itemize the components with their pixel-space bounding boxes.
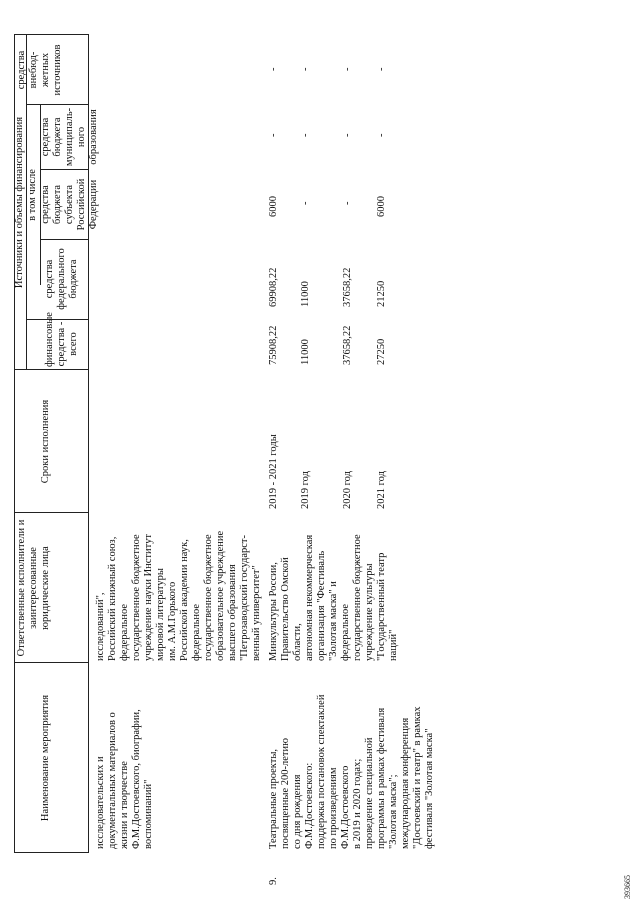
row-9-executors: Минкультуры России, Правительство Омской области, автономная некоммерческая организация "Фестиваль "Золотая маска" и федеральное государственное бюджетное учреждение культуры "Государственный театр наций": [268, 534, 399, 661]
row-9-number: 9.: [268, 877, 279, 885]
col-border-5: [40, 239, 89, 240]
row-9-subject-0: 6000: [268, 196, 279, 217]
col-border-1: [14, 662, 89, 663]
row-9-federal-1: 11000: [300, 281, 311, 307]
row-9-term-3: 2021 год: [376, 471, 387, 509]
row-9-federal-3: 21250: [376, 280, 387, 307]
row-9-total-0: 75908,22: [268, 325, 279, 365]
header-extrabudget: средства внебюд-жетных источников: [16, 44, 63, 96]
row-9-term-0: 2019 - 2021 годы: [268, 434, 279, 509]
row-9-subject-2: -: [342, 201, 353, 205]
row-9-federal-2: 37658,22: [342, 267, 353, 307]
header-name: Наименование мероприятия: [40, 694, 51, 822]
row-9-total-3: 27250: [376, 338, 387, 365]
row-9-term-2: 2020 год: [342, 471, 353, 509]
col-border-8: [14, 34, 89, 35]
header-municipal: средства бюджета муниципаль-ного образования: [40, 107, 99, 167]
row-9-extra-0: -: [268, 67, 279, 71]
col-border-2: [14, 512, 89, 513]
header-executors: Ответственные исполнители и заинтересованные юридические лица: [16, 519, 51, 657]
row-9-subject-1: -: [300, 201, 311, 205]
row-9-total-1: 11000: [300, 339, 311, 365]
row-9-total-2: 37658,22: [342, 325, 353, 365]
row-9-term-1: 2019 год: [300, 471, 311, 509]
row-9-subject-3: 6000: [376, 196, 387, 217]
row-9-municipal-1: -: [300, 133, 311, 137]
row-9-name: Театральные проекты, посвященные 200-летию со дня рождения Ф.М.Достоевского: поддержка постановок спектаклей по произведениям Ф.М.Достоевского в 2019 и 2020 годах; проведение специальной программы в рамках фестиваля "Золотая маска"; международная конференция "Достоевский и театр" в рамках фестиваля "Золотая маска": [268, 694, 435, 849]
header-terms: Сроки исполнения: [40, 399, 51, 484]
header-federal: средства федерального бюджета: [44, 248, 79, 310]
header-sources-title: Источники и объемы финансирования: [14, 116, 25, 289]
header-in-that-number: в том числе: [27, 169, 38, 221]
header-subject: средства бюджета субъекта Российской Федерации: [40, 178, 99, 231]
col-border-6: [40, 169, 89, 170]
header-total: финансовые средства - всего: [44, 312, 79, 367]
col-border-4: [26, 319, 89, 320]
row-9-municipal-2: -: [342, 133, 353, 137]
row-9-extra-1: -: [300, 67, 311, 71]
col-border-3: [14, 369, 89, 370]
row-9-extra-2: -: [342, 67, 353, 71]
col-border-0: [14, 852, 89, 853]
row-9-extra-3: -: [376, 67, 387, 71]
row-9-municipal-0: -: [268, 133, 279, 137]
row-9-federal-0: 69908,22: [268, 267, 279, 307]
document-id: 393665: [623, 875, 632, 899]
continued-row-name: исследовательских и документальных материалов о жизни и творчестве Ф.М.Достоевского, биографии, воспоминаний": [95, 709, 154, 849]
continued-row-executors: исследований", Российский книжный союз, федеральное государственное бюджетное учреждение науки Институт мировой литературы им. А.М.Горького Российской академии наук, федеральное государственное бюджетное образовательное учреждение высшего образования "Петрозаводский государст- венный университет": [95, 530, 262, 661]
row-9-municipal-3: -: [376, 133, 387, 137]
